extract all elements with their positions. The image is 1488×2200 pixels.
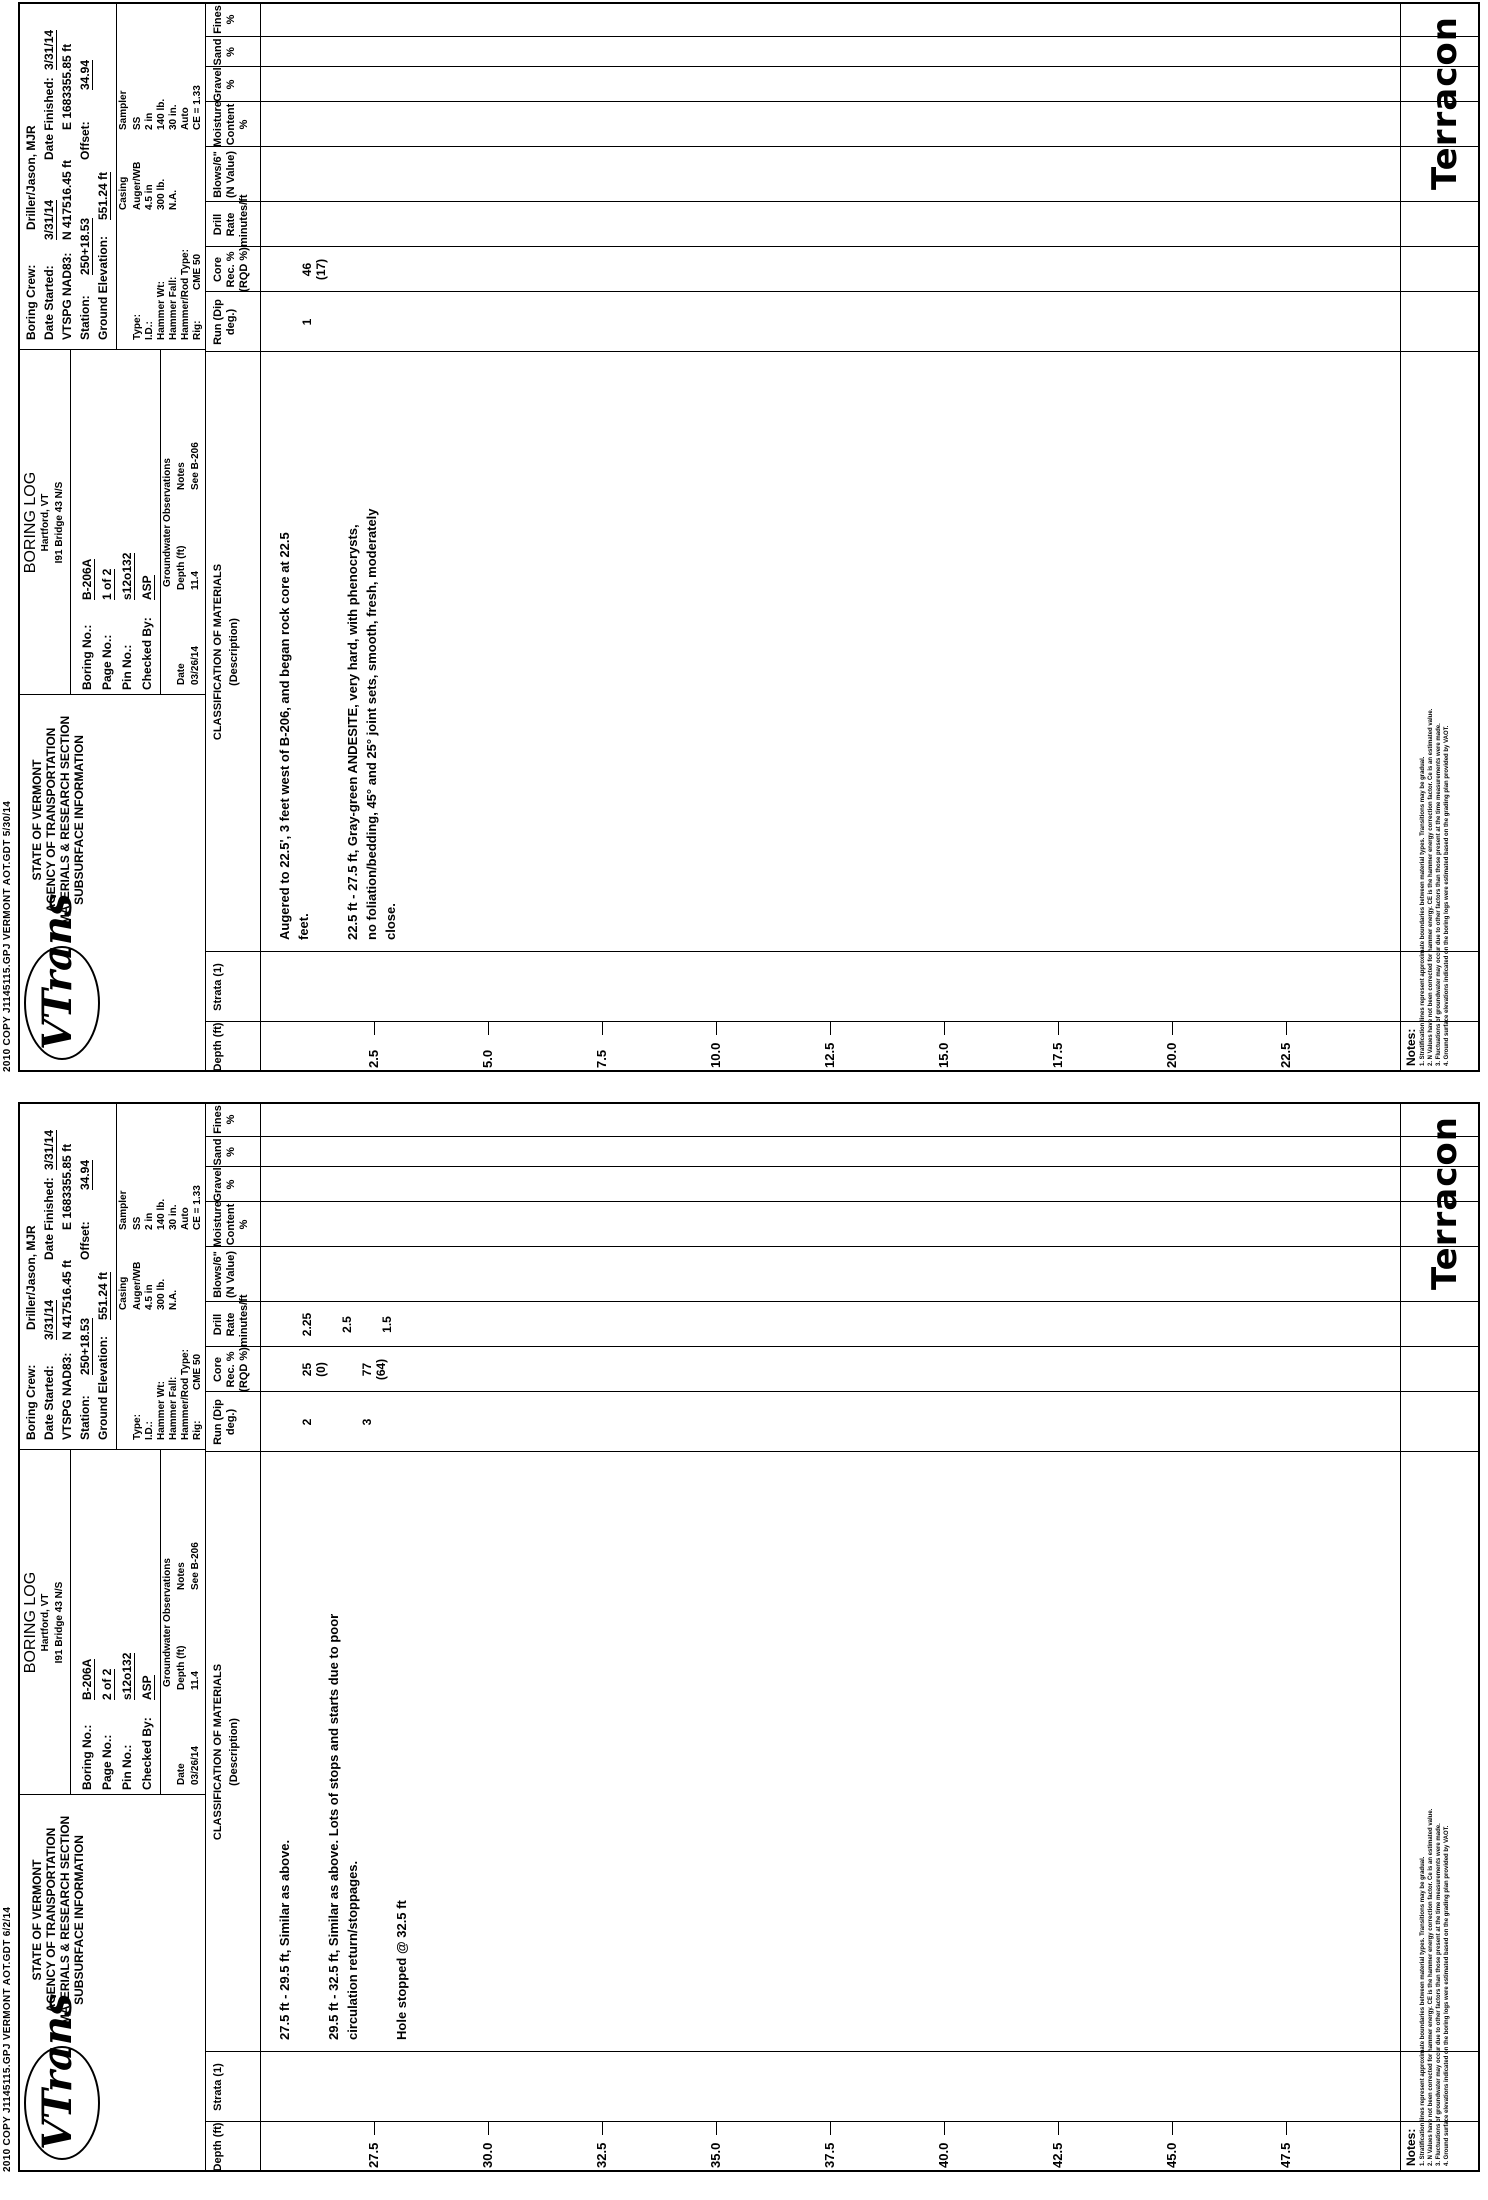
equipment-label: Hammer Fall:: [168, 1376, 179, 1440]
ground-elev: 551.24 ft: [96, 171, 110, 220]
depth-tick-label: 20.0: [1164, 1042, 1179, 1068]
description-line: 29.5 ft - 32.5 ft, Similar as above. Lots of stops and starts due to poor: [326, 1613, 341, 2040]
depth-tick-label: 5.0: [480, 1049, 495, 1068]
column-header: Fines %: [212, 5, 237, 34]
header-divider: [205, 2, 206, 1072]
column-header: Drill Rate minutes/ft: [212, 194, 250, 247]
column-header: Sand %: [212, 38, 237, 66]
equipment-sampler-value: 30 in.: [168, 1204, 179, 1230]
description-line: 27.5 ft - 29.5 ft, Similar as above.: [277, 1839, 292, 2040]
depth-tick-label: 32.5: [594, 2142, 609, 2168]
location: Hartford, VT: [40, 1593, 51, 1652]
drill-rate: 2.5: [340, 1316, 354, 1333]
column-header: Moisture Content %: [212, 1201, 250, 1247]
depth-tick-label: 22.5: [1278, 1042, 1293, 1068]
description-line: feet.: [296, 913, 311, 940]
pin-no-label: Pin No.:: [120, 644, 134, 690]
equipment-casing-value: N.A.: [168, 1290, 179, 1310]
gw-title: Groundwater Observations: [162, 458, 173, 587]
boring-crew-label: Boring Crew:: [24, 264, 38, 340]
boring-crew-label: Boring Crew:: [24, 1364, 38, 1440]
equipment-casing-value: 300 lb.: [156, 1278, 167, 1310]
gw-depth-label: Depth (ft): [176, 1645, 187, 1690]
date-finished: 3/31/14: [42, 29, 56, 70]
core-recovery: 77: [360, 1362, 374, 1377]
log-title: BORING LOG: [22, 1571, 39, 1674]
easting: E 1683355.85 ft: [60, 1143, 74, 1230]
drill-rate: 2.25: [300, 1312, 314, 1337]
description-line: circulation return/stoppages.: [345, 1860, 360, 2040]
column-divider: [205, 1346, 1480, 1347]
column-header: Depth (ft): [212, 2122, 224, 2172]
depth-tick: [602, 2122, 603, 2135]
boring-no: B-206A: [80, 558, 94, 600]
boring-no-label: Boring No.:: [80, 1724, 94, 1790]
equipment-sampler-value: 2 in: [144, 1212, 155, 1230]
equipment-sampler-value: Auto: [180, 1207, 191, 1230]
ground-elev: 551.24 ft: [96, 1271, 110, 1320]
offset: 34.94: [78, 59, 92, 90]
equipment-casing-value: N.A.: [168, 190, 179, 210]
drill-rate: 1.5: [380, 1316, 394, 1333]
gw-depth-label: Depth (ft): [176, 545, 187, 590]
column-subheader: (Description): [228, 618, 240, 686]
depth-tick: [1286, 1022, 1287, 1035]
gw-date: 03/26/14: [190, 1746, 201, 1785]
column-divider: [205, 36, 1480, 37]
equipment-sampler-value: SS: [132, 1216, 143, 1230]
station-label: Station:: [78, 295, 92, 340]
ground-elev-label: Ground Elevation:: [96, 235, 110, 340]
gw-depth: 11.4: [190, 1671, 201, 1690]
casing-label: Casing: [118, 1276, 129, 1310]
equipment-label: I.D.:: [144, 1421, 155, 1440]
equipment-label: Hammer Fall:: [168, 276, 179, 340]
ce-value: CE = 1.33: [192, 85, 203, 130]
equipment-casing-value: Auger/WB: [132, 1261, 143, 1310]
pin-no-label: Pin No.:: [120, 1744, 134, 1790]
depth-tick: [1058, 1022, 1059, 1035]
equipment-casing-value: 300 lb.: [156, 178, 167, 210]
divider: [160, 1450, 161, 1795]
column-subheader: (Description): [228, 1718, 240, 1786]
file-header: 2010 COPY J1145115.GPJ VERMONT AOT.GDT 6/2/14: [2, 1906, 13, 2172]
file-header: 2010 COPY J1145115.GPJ VERMONT AOT.GDT 5/30/14: [2, 800, 13, 1072]
agency-line: SUBSURFACE INFORMATION: [72, 1835, 86, 2005]
depth-tick-label: 40.0: [936, 2142, 951, 2168]
depth-tick-label: 30.0: [480, 2142, 495, 2168]
column-divider: [205, 101, 1480, 102]
column-divider: [205, 1391, 1480, 1392]
casing-label: Casing: [118, 176, 129, 210]
column-divider: [205, 951, 1480, 952]
boring-crew: Driller/Jason, MJR: [24, 125, 38, 230]
rig-label: Rig:: [192, 320, 203, 340]
gw-date-label: Date: [176, 663, 187, 685]
station-label: Station:: [78, 1395, 92, 1440]
footer-divider: [1400, 1102, 1401, 2172]
note-line: 3. Fluctuations of groundwater may occur due to other factors than those present at the time measurements were made.: [1436, 1823, 1442, 2166]
terracon-logo-text: Terracon: [1425, 1116, 1465, 1290]
depth-tick: [944, 2122, 945, 2135]
gw-notes-label: Notes: [176, 462, 187, 490]
date-finished: 3/31/14: [42, 1129, 56, 1170]
gw-notes: See B-206: [190, 442, 201, 490]
rqd: (17): [314, 258, 328, 281]
run-number: 2: [300, 1418, 314, 1426]
description-line: close.: [383, 903, 398, 940]
equipment-label: I.D.:: [144, 321, 155, 340]
project: I91 Bridge 43 N/S: [54, 1581, 65, 1664]
gw-title: Groundwater Observations: [162, 1558, 173, 1687]
divider: [116, 2, 117, 350]
column-header: Strata (1): [212, 963, 224, 1011]
boring-no: B-206A: [80, 1658, 94, 1700]
date-finished-label: Date Finished:: [42, 1177, 56, 1260]
depth-tick: [374, 1022, 375, 1035]
column-divider: [205, 291, 1480, 292]
column-header: Run (Dip deg.): [212, 299, 237, 345]
date-started: 3/31/14: [42, 1299, 56, 1340]
depth-tick: [1058, 2122, 1059, 2135]
pin-no: s12o132: [120, 552, 134, 600]
northing: N 417516.45 ft: [60, 1259, 74, 1340]
ce-value: CE = 1.33: [192, 1185, 203, 1230]
footer-divider: [1400, 2, 1401, 1072]
vtspg-label: VTSPG NAD83:: [60, 252, 74, 340]
column-divider: [205, 1136, 1480, 1137]
column-header: Blows/6" (N Value): [212, 1250, 237, 1299]
note-line: 4. Ground surface elevations indicated on the boring logs were estimated based on the grading plan provided by VAOT.: [1444, 725, 1450, 1066]
equipment-sampler-value: SS: [132, 116, 143, 130]
divider: [70, 1450, 71, 1795]
column-divider: [205, 246, 1480, 247]
depth-tick: [830, 2122, 831, 2135]
easting: E 1683355.85 ft: [60, 43, 74, 130]
column-divider: [205, 1246, 1480, 1247]
depth-tick: [944, 1022, 945, 1035]
depth-tick-label: 37.5: [822, 2142, 837, 2168]
depth-tick: [374, 2122, 375, 2135]
column-header: Depth (ft): [212, 1022, 224, 1072]
column-divider: [205, 1201, 1480, 1202]
agency-line: MATERIALS & RESEARCH SECTION: [58, 715, 72, 925]
northing: N 417516.45 ft: [60, 159, 74, 240]
equipment-label: Type:: [132, 1414, 143, 1440]
station: 250+18.53: [78, 1317, 92, 1375]
date-started: 3/31/14: [42, 199, 56, 240]
equipment-label: Hammer/Rod Type:: [180, 1349, 191, 1440]
page-no: 1 of 2: [100, 568, 114, 600]
vtrans-logo-text: VTrans: [34, 893, 81, 1050]
column-header: Gravel %: [212, 1167, 237, 1202]
vtrans-logo-text: VTrans: [34, 1993, 81, 2150]
date-started-label: Date Started:: [42, 1365, 56, 1440]
boring-crew: Driller/Jason, MJR: [24, 1225, 38, 1330]
rig: CME 50: [192, 253, 203, 290]
pin-no: s12o132: [120, 1652, 134, 1700]
agency-line: SUBSURFACE INFORMATION: [72, 735, 86, 905]
column-header: Moisture Content %: [212, 101, 250, 147]
depth-tick-label: 42.5: [1050, 2142, 1065, 2168]
depth-tick-label: 17.5: [1050, 1042, 1065, 1068]
header-row-divider: [260, 1102, 261, 2172]
project: I91 Bridge 43 N/S: [54, 481, 65, 564]
boring-no-label: Boring No.:: [80, 624, 94, 690]
divider: [116, 1102, 117, 1450]
column-header: Sand %: [212, 1138, 237, 1166]
column-header: Strata (1): [212, 2063, 224, 2111]
checked-by: ASP: [140, 575, 154, 600]
location: Hartford, VT: [40, 493, 51, 552]
column-divider: [205, 1166, 1480, 1167]
rqd: (0): [314, 1362, 328, 1377]
note-line: 1. Stratification lines represent approximate boundaries between material types. Transitions may be gradual.: [1420, 756, 1426, 1066]
depth-tick-label: 35.0: [708, 2142, 723, 2168]
column-header: Core Rec. % (RQD %): [212, 1347, 250, 1392]
depth-tick: [830, 1022, 831, 1035]
boring-log-page-2: [0, 1100, 1488, 2200]
offset-label: Offset:: [78, 121, 92, 160]
station: 250+18.53: [78, 217, 92, 275]
ground-elev-label: Ground Elevation:: [96, 1335, 110, 1440]
column-divider: [205, 66, 1480, 67]
note-line: 1. Stratification lines represent approximate boundaries between material types. Transitions may be gradual.: [1420, 1856, 1426, 2166]
rig: CME 50: [192, 1353, 203, 1390]
divider: [70, 350, 71, 695]
column-divider: [205, 1301, 1480, 1302]
gw-date-label: Date: [176, 1763, 187, 1785]
depth-tick-label: 7.5: [594, 1049, 609, 1068]
core-recovery: 46: [300, 262, 314, 277]
depth-tick-label: 45.0: [1164, 2142, 1179, 2168]
column-divider: [205, 351, 1480, 352]
note-line: 4. Ground surface elevations indicated on the boring logs were estimated based on the grading plan provided by VAOT.: [1444, 1825, 1450, 2166]
checked-by-label: Checked By:: [140, 617, 154, 690]
equipment-sampler-value: Auto: [180, 107, 191, 130]
gw-date: 03/26/14: [190, 646, 201, 685]
agency-line: MATERIALS & RESEARCH SECTION: [58, 1815, 72, 2025]
date-started-label: Date Started:: [42, 265, 56, 340]
equipment-sampler-value: 140 lb.: [156, 98, 167, 130]
equipment-label: Hammer Wt:: [156, 1381, 167, 1440]
agency-line: AGENCY OF TRANSPORTATION: [44, 1827, 58, 2013]
depth-tick: [716, 1022, 717, 1035]
depth-tick: [1172, 2122, 1173, 2135]
terracon-logo-text: Terracon: [1425, 16, 1465, 190]
offset-label: Offset:: [78, 1221, 92, 1260]
agency-line: AGENCY OF TRANSPORTATION: [44, 727, 58, 913]
page-no-label: Page No.:: [100, 1734, 114, 1790]
column-header: CLASSIFICATION OF MATERIALS: [212, 1663, 224, 1841]
core-recovery: 25: [300, 1362, 314, 1377]
description-line: no foliation/bedding, 45° and 25° joint sets, smooth, fresh, moderately: [364, 508, 379, 940]
description-line: Hole stopped @ 32.5 ft: [394, 1900, 409, 2040]
equipment-sampler-value: 140 lb.: [156, 1198, 167, 1230]
equipment-label: Hammer/Rod Type:: [180, 249, 191, 340]
gw-depth: 11.4: [190, 571, 201, 590]
equipment-casing-value: Auger/WB: [132, 161, 143, 210]
page-no: 2 of 2: [100, 1668, 114, 1700]
depth-tick: [1172, 1022, 1173, 1035]
depth-tick: [488, 2122, 489, 2135]
depth-tick: [602, 1022, 603, 1035]
depth-tick-label: 47.5: [1278, 2142, 1293, 2168]
date-finished-label: Date Finished:: [42, 77, 56, 160]
column-divider: [205, 146, 1480, 147]
rig-label: Rig:: [192, 1420, 203, 1440]
header-row-divider: [260, 2, 261, 1072]
depth-tick: [716, 2122, 717, 2135]
run-number: 3: [360, 1418, 374, 1426]
description-line: 22.5 ft - 27.5 ft, Gray-green ANDESITE, very hard, with phenocrysts,: [345, 524, 360, 940]
depth-tick-label: 12.5: [822, 1042, 837, 1068]
divider: [160, 350, 161, 695]
depth-tick: [1286, 2122, 1287, 2135]
column-divider: [205, 1021, 1480, 1022]
column-header: Gravel %: [212, 67, 237, 102]
log-title: BORING LOG: [22, 471, 39, 574]
page-no-label: Page No.:: [100, 634, 114, 690]
gw-notes: See B-206: [190, 1542, 201, 1590]
checked-by: ASP: [140, 1675, 154, 1700]
column-header: CLASSIFICATION OF MATERIALS: [212, 563, 224, 741]
column-divider: [205, 201, 1480, 202]
note-line: 3. Fluctuations of groundwater may occur due to other factors than those present at the time measurements were made.: [1436, 723, 1442, 1066]
equipment-casing-value: 4.5 in: [144, 1284, 155, 1310]
notes-label: Notes:: [1404, 2128, 1418, 2166]
gw-notes-label: Notes: [176, 1562, 187, 1590]
equipment-label: Hammer Wt:: [156, 281, 167, 340]
depth-tick-label: 27.5: [366, 2142, 381, 2168]
equipment-sampler-value: 30 in.: [168, 104, 179, 130]
column-header: Core Rec. % (RQD %): [212, 247, 250, 292]
column-divider: [205, 2051, 1480, 2052]
sampler-label: Sampler: [118, 1190, 129, 1230]
sampler-label: Sampler: [118, 90, 129, 130]
column-header: Fines %: [212, 1105, 237, 1134]
description-line: Augered to 22.5', 3 feet west of B-206, and began rock core at 22.5: [277, 532, 292, 940]
agency-line: STATE OF VERMONT: [30, 1859, 44, 1981]
depth-tick-label: 15.0: [936, 1042, 951, 1068]
note-line: 2. N Values have not been corrected for hammer energy. CE is the hammer energy correction factor. Ce is an estimated value.: [1428, 708, 1434, 1066]
depth-tick-label: 10.0: [708, 1042, 723, 1068]
column-header: Blows/6" (N Value): [212, 150, 237, 199]
depth-tick: [488, 1022, 489, 1035]
column-divider: [205, 2121, 1480, 2122]
agency-line: STATE OF VERMONT: [30, 759, 44, 881]
checked-by-label: Checked By:: [140, 1717, 154, 1790]
vtspg-label: VTSPG NAD83:: [60, 1352, 74, 1440]
offset: 34.94: [78, 1159, 92, 1190]
equipment-label: Type:: [132, 314, 143, 340]
column-header: Run (Dip deg.): [212, 1399, 237, 1445]
column-divider: [205, 1451, 1480, 1452]
depth-tick-label: 2.5: [366, 1049, 381, 1068]
rqd: (64): [374, 1358, 388, 1381]
run-number: 1: [300, 318, 314, 326]
header-divider: [205, 1102, 206, 2172]
column-header: Drill Rate minutes/ft: [212, 1294, 250, 1347]
equipment-sampler-value: 2 in: [144, 112, 155, 130]
note-line: 2. N Values have not been corrected for hammer energy. CE is the hammer energy correction factor. Ce is an estimated value.: [1428, 1808, 1434, 2166]
equipment-casing-value: 4.5 in: [144, 184, 155, 210]
notes-label: Notes:: [1404, 1028, 1418, 1066]
